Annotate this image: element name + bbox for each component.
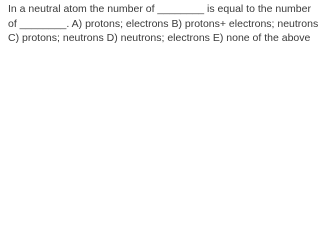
question-text: [8, 2, 319, 46]
question-line-1: In a neutral atom the number of ________ is equal to the number: [8, 3, 311, 15]
question-line-2: of ________. A) protons; electrons B) protons+ electrons; neutrons: [8, 17, 319, 30]
question-line-3: C) protons; neutrons D) neutrons; electrons E) none of the above: [8, 32, 311, 44]
